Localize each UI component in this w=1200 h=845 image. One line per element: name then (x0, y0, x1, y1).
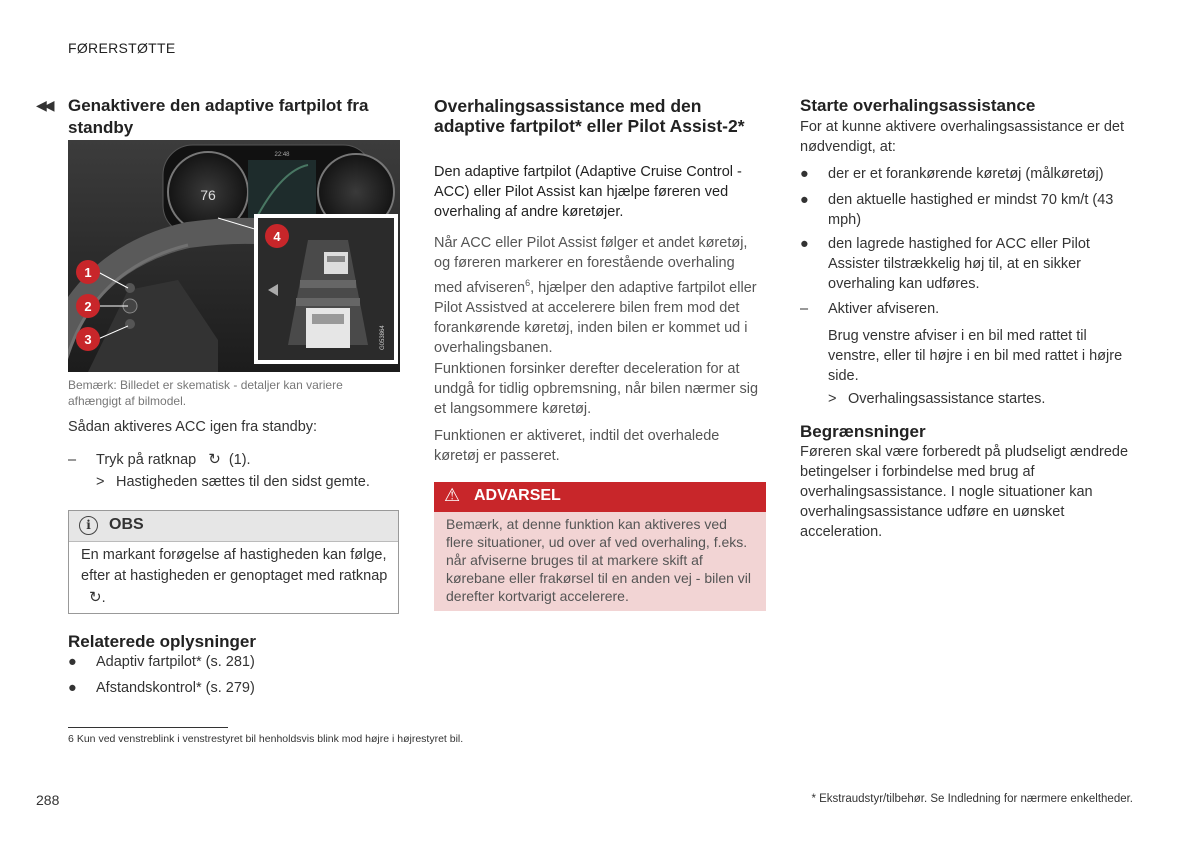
step-item (800, 299, 1130, 319)
bullet-icon: ● (68, 680, 77, 696)
result-marker: > (828, 391, 837, 407)
step-result (96, 474, 396, 490)
limitations-heading: Begrænsninger (800, 422, 926, 441)
steering-wheel-figure (68, 140, 400, 372)
middle-paragraph-2: Funktionen forsinker derefter deceleration for at undgå for tidlig opbremsning, når bilen nærmer sig et langsommere køretøj. (434, 361, 759, 417)
footnote-number: 6 (68, 733, 74, 745)
limitations-text: Føreren skal være forberedt på pludseligt ændrede betingelser i forbindelse med brug af overhalingsassistance. I nogle situationer kan overhalingsassistance udføre en uønsket acceleration. (800, 444, 1129, 540)
dashboard-illustration (68, 140, 400, 372)
step-detail-text: Brug venstre afviser i en bil med rattet til venstre, eller til højre i en bil med rattet i højre side. (828, 328, 1123, 384)
note-body (81, 545, 388, 609)
info-icon: i (79, 516, 98, 535)
related-heading: Relaterede oplysninger (68, 632, 257, 651)
warning-header (434, 482, 766, 512)
note-header (69, 511, 398, 542)
bullet-icon: ● (800, 236, 809, 252)
note-box (68, 510, 399, 614)
bullet-icon: ● (800, 192, 809, 208)
p1-part-b: , hjælper den adaptive fartpilot eller Pilot Assistved at accelerere bilen frem mod det forankørende køretøj, inden bilen er kommet ud i overhalingsbanen. (434, 279, 757, 356)
list-item-text: den lagrede hastighed for ACC eller Pilot Assister tilstrækkelig høj til, at en sikker overhaling kan udføres. (828, 236, 1090, 292)
middle-paragraph-3: Funktionen er aktiveret, indtil det overhalede køretøj er passeret. (434, 428, 720, 464)
back-arrow-icon[interactable]: ◀◀ (36, 97, 52, 113)
left-heading: Genaktivere den adaptive fartpilot fra standby (68, 96, 369, 137)
list-item (800, 190, 1130, 230)
footnote (68, 733, 463, 745)
step-dash: – (68, 452, 77, 468)
related-link-adaptive-cruise[interactable] (68, 654, 398, 670)
p1-part-a: Når ACC eller Pilot Assist følger et andet køretøj, og føreren markerer en forestående overhaling med afviseren (434, 235, 748, 296)
note-text: En markant forøgelse af hastigheden kan følge, efter at hastigheden er genoptaget med ratknap (81, 547, 388, 584)
note-end: . (101, 590, 106, 606)
bullet-icon: ● (800, 166, 809, 182)
middle-paragraph-1 (434, 233, 766, 358)
step-result (800, 389, 1130, 409)
list-item (800, 234, 1130, 294)
step-item (68, 450, 398, 468)
step-dash: – (800, 301, 809, 317)
step-ref: (1). (228, 452, 251, 468)
right-intro: For at kunne aktivere overhalingsassistance er det nødvendigt, at: (800, 119, 1125, 155)
page-number: 288 (36, 792, 60, 808)
callout-1: 1 (84, 265, 92, 280)
step-text: Aktiver afviseren. (828, 301, 940, 317)
right-heading: Starte overhalingsassistance (800, 96, 1036, 115)
callout-4: 4 (273, 229, 281, 244)
footnote-divider (68, 727, 228, 728)
resume-knob-icon: ↻ (89, 589, 102, 606)
clock-readout: 22:48 (274, 152, 290, 158)
section-title: FØRERSTØTTE (68, 40, 176, 56)
warning-box (434, 482, 766, 611)
related-link-distance-control[interactable] (68, 680, 398, 696)
figure-code: G053864 (380, 325, 386, 350)
footer-note: * Ekstraudstyr/tilbehør. Se Indledning for nærmere enkeltheder. (811, 793, 1133, 805)
list-item-text: der er et forankørende køretøj (målkøretøj) (828, 166, 1104, 182)
result-text: Overhalingsassistance startes. (848, 391, 1046, 407)
callout-3: 3 (84, 332, 92, 347)
resume-knob-icon: ↻ (208, 451, 221, 468)
list-item-text: den aktuelle hastighed er mindst 70 km/t (43 mph) (828, 192, 1114, 228)
middle-intro: Den adaptive fartpilot (Adaptive Cruise Control - ACC) eller Pilot Assist kan hjælpe føreren ved overhaling af andre køretøjer. (434, 164, 742, 220)
warning-triangle-icon: ⚠ (444, 485, 461, 505)
step-result-line (828, 389, 1130, 409)
related-link-label[interactable]: Adaptiv fartpilot* (s. 281) (96, 654, 255, 670)
middle-heading: Overhalingsassistance med den adaptive fartpilot* eller Pilot Assist-2* (434, 96, 745, 136)
list-item (800, 164, 1130, 184)
result-text: Hastigheden sættes til den sidst gemte. (116, 474, 370, 490)
step-detail (800, 326, 1130, 386)
related-link-label[interactable]: Afstandskontrol* (s. 279) (96, 680, 255, 696)
callout-2: 2 (84, 299, 92, 314)
speed-readout: 76 (200, 187, 216, 203)
step-text: Tryk på ratknap (96, 452, 197, 468)
footnote-ref[interactable]: 6 (525, 278, 531, 288)
note-title: OBS (109, 516, 144, 533)
warning-text: Bemærk, at denne funktion kan aktiveres ved flere situationer, ud over af ved overhaling, f.eks. når afviserne bruges til at markere skift af kørebane eller frakørsel til en anden vej - bilen vil derefter kortvarigt accelerere. (446, 516, 752, 604)
result-marker: > (96, 474, 105, 490)
footnote-text: Kun ved venstreblink i venstrestyret bil henholdsvis blink mod højre i højrestyret bil. (76, 733, 464, 745)
figure-caption: Bemærk: Billedet er skematisk - detaljer kan variere afhængigt af bilmodel. (68, 378, 343, 408)
bullet-icon: ● (68, 654, 77, 670)
warning-title: ADVARSEL (474, 487, 561, 504)
intro-text: Sådan aktiveres ACC igen fra standby: (68, 419, 318, 435)
